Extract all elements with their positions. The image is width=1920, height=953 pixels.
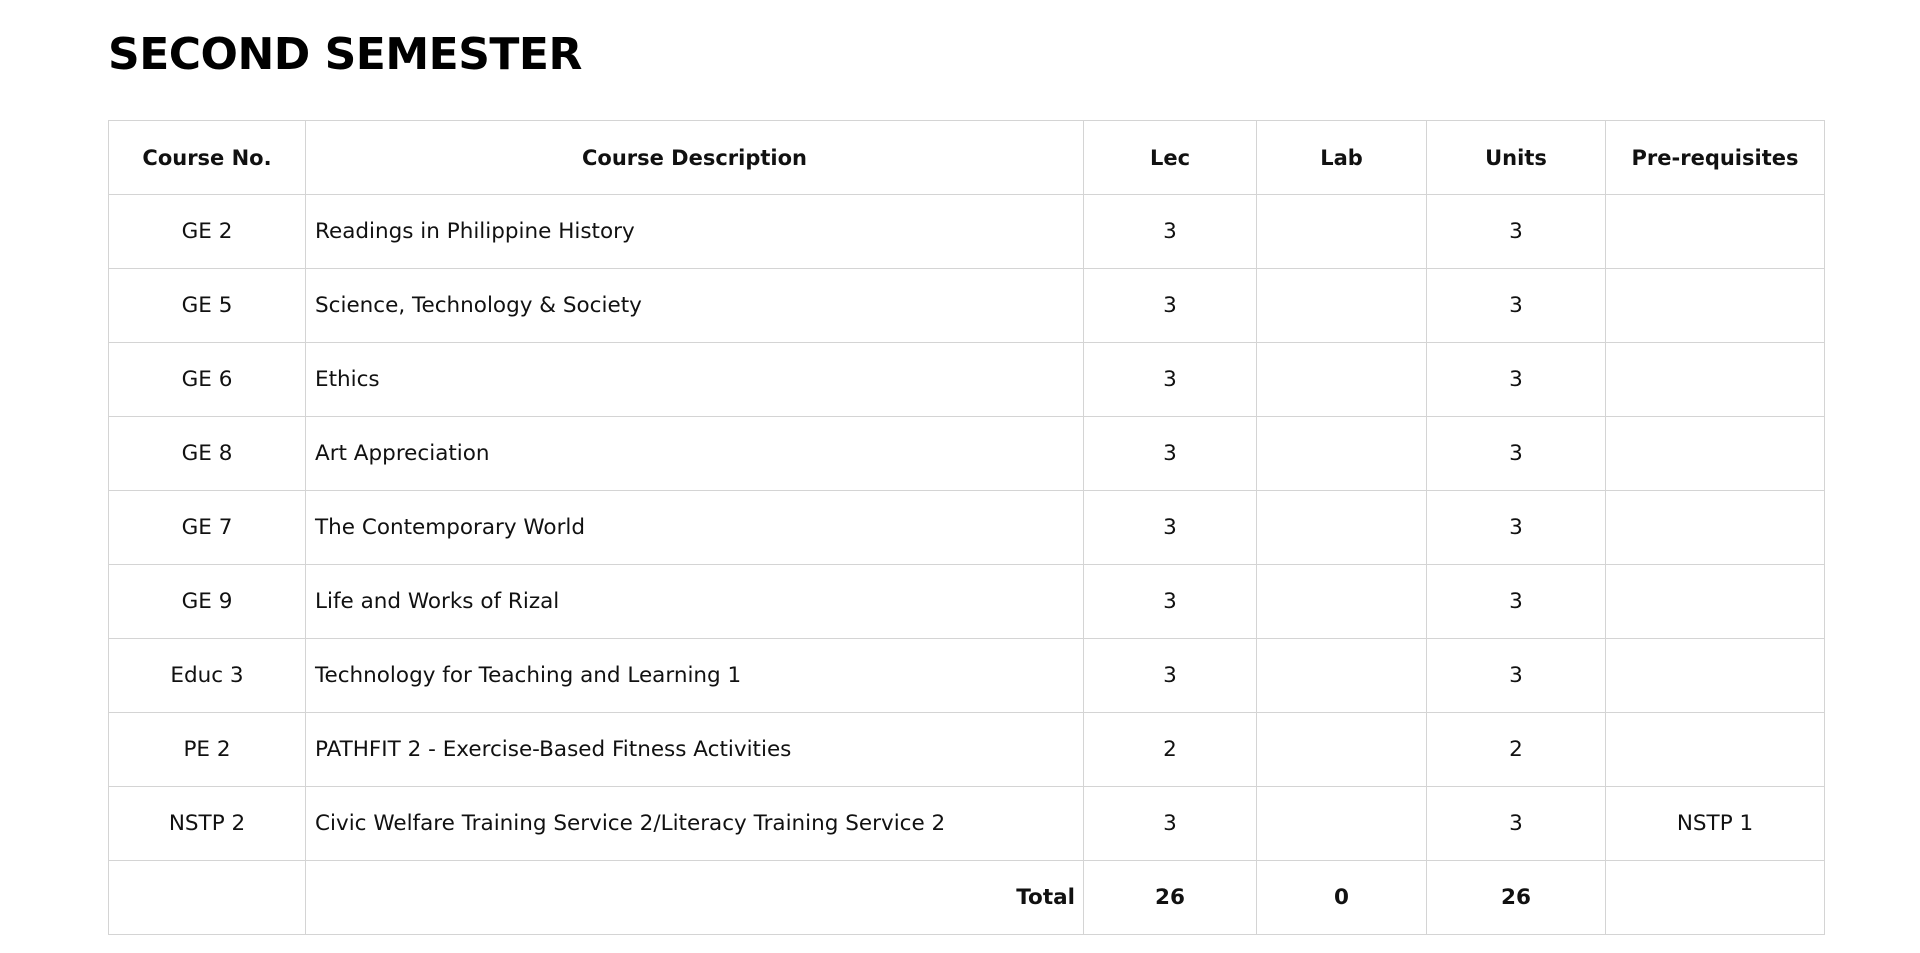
cell-lab: [1257, 787, 1427, 861]
total-row: [109, 861, 1825, 935]
cell-lab: [1257, 343, 1427, 417]
cell-prerequisites: [1606, 639, 1825, 713]
cell-units: 3: [1427, 269, 1606, 343]
header-row: [109, 121, 1825, 195]
total-units: 26: [1427, 861, 1606, 935]
cell-course-description: PATHFIT 2 - Exercise-Based Fitness Activities: [306, 713, 1084, 787]
table-row: [109, 343, 1825, 417]
table-row: [109, 639, 1825, 713]
header-lab: Lab: [1257, 121, 1427, 195]
cell-course-description: Art Appreciation: [306, 417, 1084, 491]
total-label: Total: [306, 861, 1084, 935]
cell-course-no: GE 5: [109, 269, 306, 343]
total-empty-cell: [109, 861, 306, 935]
table-row: [109, 195, 1825, 269]
curriculum-table-container: [108, 120, 1824, 928]
table-row: [109, 269, 1825, 343]
cell-course-no: GE 9: [109, 565, 306, 639]
table-body: [109, 195, 1825, 935]
cell-lab: [1257, 417, 1427, 491]
cell-lab: [1257, 639, 1427, 713]
cell-lab: [1257, 491, 1427, 565]
cell-units: 2: [1427, 713, 1606, 787]
cell-prerequisites: [1606, 565, 1825, 639]
cell-course-description: Science, Technology & Society: [306, 269, 1084, 343]
cell-lec: 2: [1084, 713, 1257, 787]
header-units: Units: [1427, 121, 1606, 195]
total-lab: 0: [1257, 861, 1427, 935]
cell-course-no: PE 2: [109, 713, 306, 787]
cell-course-description: Civic Welfare Training Service 2/Literacy Training Service 2: [306, 787, 1084, 861]
table-row: [109, 491, 1825, 565]
cell-course-no: GE 6: [109, 343, 306, 417]
cell-course-description: Life and Works of Rizal: [306, 565, 1084, 639]
cell-prerequisites: [1606, 417, 1825, 491]
cell-prerequisites: [1606, 269, 1825, 343]
cell-units: 3: [1427, 195, 1606, 269]
cell-course-no: GE 7: [109, 491, 306, 565]
total-lec: 26: [1084, 861, 1257, 935]
cell-prerequisites: [1606, 343, 1825, 417]
cell-units: 3: [1427, 343, 1606, 417]
cell-lab: [1257, 565, 1427, 639]
cell-prerequisites: [1606, 491, 1825, 565]
cell-lec: 3: [1084, 639, 1257, 713]
table-row: [109, 565, 1825, 639]
cell-units: 3: [1427, 787, 1606, 861]
cell-course-no: GE 2: [109, 195, 306, 269]
cell-course-no: NSTP 2: [109, 787, 306, 861]
table-row: [109, 787, 1825, 861]
cell-course-description: Technology for Teaching and Learning 1: [306, 639, 1084, 713]
cell-lec: 3: [1084, 787, 1257, 861]
cell-lec: 3: [1084, 195, 1257, 269]
page-title: SECOND SEMESTER: [108, 29, 582, 80]
cell-lec: 3: [1084, 491, 1257, 565]
cell-units: 3: [1427, 491, 1606, 565]
cell-course-description: Ethics: [306, 343, 1084, 417]
cell-lec: 3: [1084, 565, 1257, 639]
total-prereq-empty-cell: [1606, 861, 1825, 935]
header-prerequisites: Pre-requisites: [1606, 121, 1825, 195]
cell-lab: [1257, 195, 1427, 269]
cell-prerequisites: [1606, 713, 1825, 787]
cell-units: 3: [1427, 639, 1606, 713]
cell-prerequisites: [1606, 195, 1825, 269]
table-row: [109, 713, 1825, 787]
header-course-no: Course No.: [109, 121, 306, 195]
curriculum-table: [108, 120, 1825, 935]
cell-course-no: GE 8: [109, 417, 306, 491]
table-row: [109, 417, 1825, 491]
cell-course-no: Educ 3: [109, 639, 306, 713]
cell-units: 3: [1427, 565, 1606, 639]
cell-lec: 3: [1084, 417, 1257, 491]
header-lec: Lec: [1084, 121, 1257, 195]
cell-prerequisites: NSTP 1: [1606, 787, 1825, 861]
header-course-description: Course Description: [306, 121, 1084, 195]
cell-lab: [1257, 269, 1427, 343]
cell-lec: 3: [1084, 343, 1257, 417]
cell-units: 3: [1427, 417, 1606, 491]
cell-course-description: The Contemporary World: [306, 491, 1084, 565]
cell-lec: 3: [1084, 269, 1257, 343]
table-header: [109, 121, 1825, 195]
cell-lab: [1257, 713, 1427, 787]
cell-course-description: Readings in Philippine History: [306, 195, 1084, 269]
